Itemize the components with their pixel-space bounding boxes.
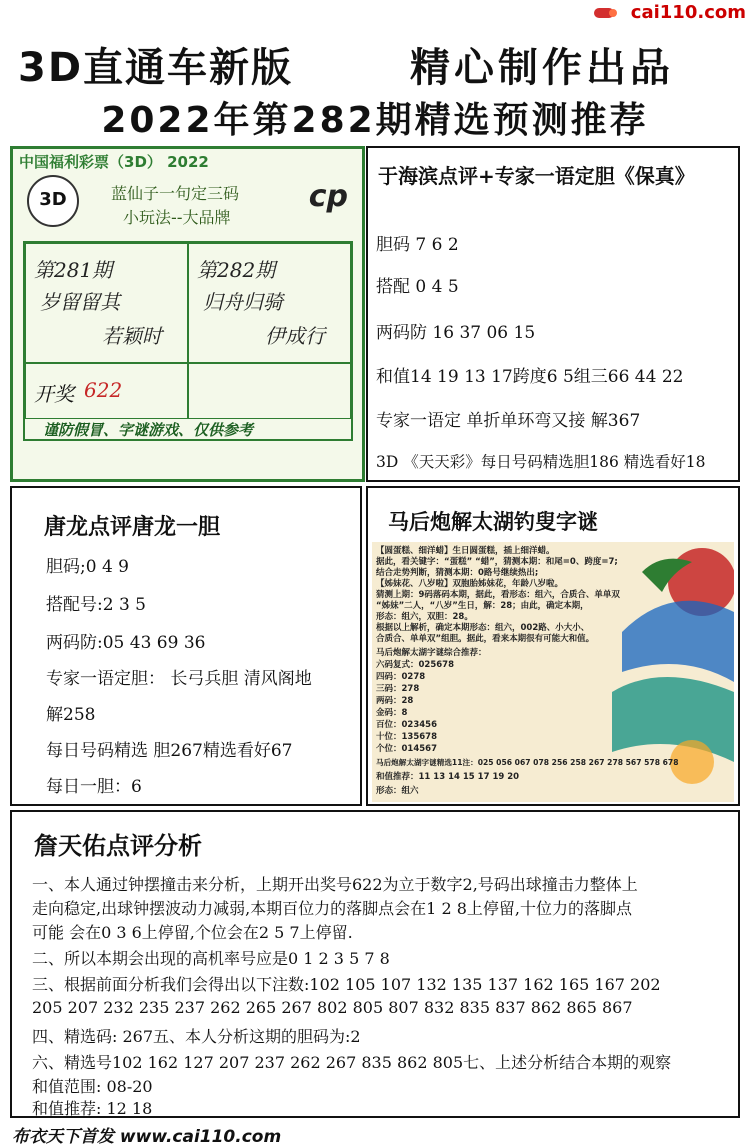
expert-tanglong-panel <box>10 486 362 806</box>
card-subtitle: 蓝仙子一句定三码 <box>111 184 240 203</box>
expert2-line: 两码防:05 43 69 36 <box>46 633 206 653</box>
cur-period: 第282期 <box>197 258 276 282</box>
prev-period: 第281期 <box>34 258 113 282</box>
riddle-line: 【圆蛋糕、细洋蜡】生日圆蛋糕，插上细洋蜡。 <box>376 546 555 556</box>
riddle-panel <box>366 486 740 806</box>
expert2-line: 每日号码精选 胆267精选看好67 <box>46 741 293 761</box>
expert2-line: 解258 <box>46 705 96 725</box>
riddle-line: 猜测上期：9码落码本期，据此，看形态：组六，合质合、单单双 <box>376 590 620 600</box>
panel-title: 唐龙点评唐龙一胆 <box>44 514 221 540</box>
riddle-line: 个位：014567 <box>376 744 437 754</box>
prev-riddle-2: 若颖时 <box>102 324 162 348</box>
analysis-line: 二、所以本期会出现的高机率号应是0 1 2 3 5 7 8 <box>32 949 390 968</box>
cp-logo-icon: cp <box>308 179 348 214</box>
expert2-line: 搭配号:2 3 5 <box>46 595 146 615</box>
riddle-line: 四码：0278 <box>376 672 426 682</box>
lottery-header: 中国福利彩票（3D） 2022 <box>19 153 209 171</box>
brand-logo-icon <box>594 6 618 20</box>
analysis-line: 和值推荐: 12 18 <box>32 1099 153 1118</box>
analysis-line: 一、本人通过钟摆撞击来分析，上期开出奖号622为立于数字2,号码出球撞击力整体上 <box>32 875 638 894</box>
brand-link[interactable]: cai110.com <box>630 2 746 23</box>
riddle-line: “姊妹”二人，“八岁”生日，解：28；由此，确定本期， <box>376 601 589 611</box>
analysis-line: 和值范围: 08-20 <box>32 1077 153 1096</box>
footer-credit[interactable]: 布衣天下首发 www.cai110.com <box>12 1127 282 1147</box>
cur-riddle-2: 伊成行 <box>265 324 325 348</box>
expert1-line: 胆码 7 6 2 <box>376 235 459 255</box>
expert-yuhaibin-panel <box>366 146 740 482</box>
empty-cell <box>188 363 351 419</box>
analysis-panel <box>10 810 740 1118</box>
expert1-line: 3D 《天天彩》每日号码精选胆186 精选看好18 <box>376 453 706 471</box>
prev-period-cell <box>25 243 188 363</box>
cur-riddle-1: 归舟归骑 <box>203 290 283 314</box>
3d-logo-icon: 3D <box>27 175 79 227</box>
riddle-line: 三码：278 <box>376 684 420 694</box>
analysis-line: 走向稳定,出球钟摆波动力减弱,本期百位力的落脚点会在1 2 8上停留,十位力的落脚点 <box>32 899 632 918</box>
expert1-line: 搭配 0 4 5 <box>376 277 459 297</box>
riddle-line: 【姊妹花、八岁啦】双胞胎姊妹花，年龄八岁啦。 <box>376 579 564 589</box>
riddle-line: 马后炮解太湖字谜综合推荐： <box>376 648 487 658</box>
riddle-line: 结合走势判断，猜测本期：0路号继续热出; <box>376 568 539 578</box>
riddle-line: 马后炮解太湖字谜精选11注：025 056 067 078 256 258 267 278 567 578 678 <box>376 758 679 767</box>
riddle-line: 金码：8 <box>376 708 408 718</box>
expert2-line: 专家一语定胆： 长弓兵胆 清风阁地 <box>46 669 312 689</box>
riddle-line: 形态：组六，双胆：28。 <box>376 612 473 622</box>
riddle-line: 形态：组六 <box>376 786 419 796</box>
page-title-right: 精心制作出品 <box>410 45 674 91</box>
card-slogan: 小玩法--大品牌 <box>123 208 231 227</box>
draw-label: 开奖 <box>34 382 74 406</box>
panel-title: 詹天佑点评分析 <box>34 831 202 860</box>
riddle-line: 和值推荐：11 13 14 15 17 19 20 <box>376 772 520 782</box>
panel-title: 于海滨点评+专家一语定胆《保真》 <box>378 164 695 188</box>
top-bar <box>0 0 750 26</box>
expert1-line: 两码防 16 37 06 15 <box>376 323 536 343</box>
analysis-line: 可能 会在0 3 6上停留,个位会在2 5 7上停留. <box>32 923 353 942</box>
riddle-line: 十位：135678 <box>376 732 437 742</box>
draw-cell <box>25 363 188 419</box>
riddle-line: 据此，看关键字：“蛋糕” “蜡”，猜测本期：和尾=0、跨度=7; <box>376 557 618 567</box>
riddle-line: 六码复式：025678 <box>376 660 454 670</box>
expert2-line: 每日一胆：6 <box>46 777 142 797</box>
riddle-grid <box>23 241 353 441</box>
cur-period-cell <box>188 243 351 363</box>
page-subtitle: 2022年第282期精选预测推荐 <box>101 100 649 141</box>
expert1-line: 和值14 19 13 17跨度6 5组三66 44 22 <box>376 367 684 387</box>
riddle-line: 合质合、单单双”组胆。据此，看来本期很有可能大和值。 <box>376 634 595 644</box>
analysis-line: 四、精选码: 267五、本人分析这期的胆码为:2 <box>32 1027 361 1046</box>
analysis-line: 205 207 232 235 237 262 265 267 802 805 807 832 835 837 862 865 867 <box>32 998 633 1017</box>
riddle-line: 百位：023456 <box>376 720 437 730</box>
riddle-line: 根据以上解析，确定本期形态：组六，002路、小大小、 <box>376 623 590 633</box>
riddle-image <box>372 542 734 802</box>
card-disclaimer: 谨防假冒、字谜游戏、仅供参考 <box>43 421 254 439</box>
page-title-left: 3D直通车新版 <box>18 45 294 91</box>
analysis-line: 三、根据前面分析我们会得出以下注数:102 105 107 132 135 137 162 165 167 202 <box>32 975 661 994</box>
lottery-card <box>10 146 365 482</box>
expert1-line: 专家一语定 单折单环弯又接 解367 <box>376 411 641 431</box>
panel-title: 马后炮解太湖钓叟字谜 <box>388 509 598 534</box>
analysis-line: 六、精选号102 162 127 207 237 262 267 835 862 805七、上述分析结合本期的观察 <box>32 1053 672 1072</box>
prev-riddle-1: 岁留留其 <box>40 290 120 314</box>
riddle-line: 两码：28 <box>376 696 414 706</box>
draw-value: 622 <box>84 378 123 402</box>
expert2-line: 胆码;0 4 9 <box>46 557 129 577</box>
